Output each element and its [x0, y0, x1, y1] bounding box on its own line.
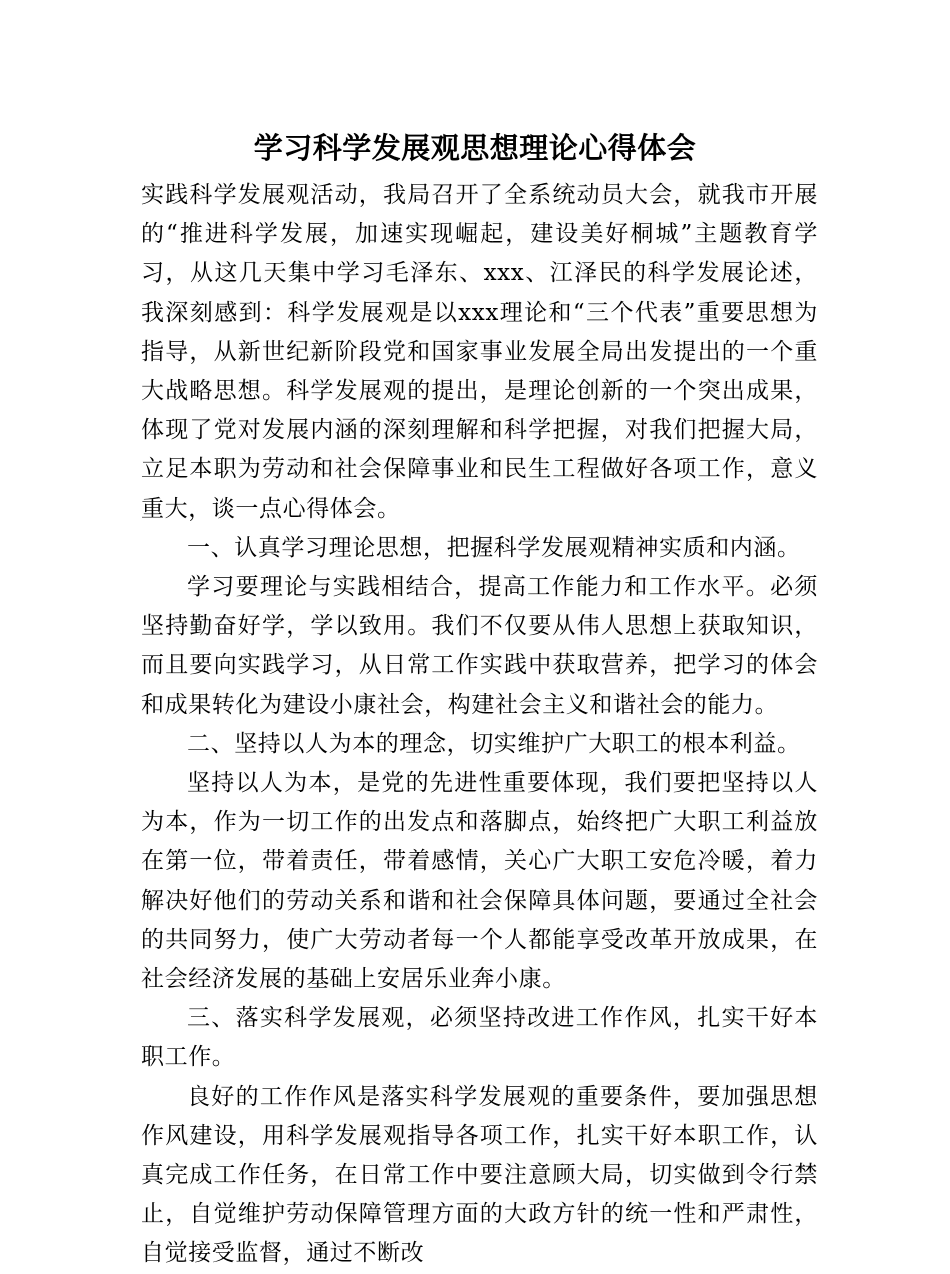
- paragraph: 学习要理论与实践相结合，提高工作能力和工作水平。必须坚持勤奋好学，学以致用。我们不仅要从伟人思想上获取知识，而且要向实践学习，从日常工作实践中获取营养，把学习的体会和成果转化为建设小康社会，构建社会主义和谐社会的能力。: [141, 574, 818, 718]
- section-heading: 二、坚持以人为本的理念，切实维护广大职工的根本利益。: [187, 730, 801, 757]
- section-heading: 三、落实科学发展观，必须坚持改进工作作风，扎实干好本职工作。: [141, 1005, 818, 1071]
- paragraph: 实践科学发展观活动，我局召开了全系统动员大会，就我市开展的“推进科学发展，加速实现崛起，建设美好桐城”主题教育学习，从这几天集中学习毛泽东、xxx、江泽民的科学发展论述，我深刻感到：科学发展观是以xxx理论和“三个代表”重要思想为指导，从新世纪新阶段党和国家事业发展全局出发提出的一个重大战略思想。科学发展观的提出，是理论创新的一个突出成果，体现了党对发展内涵的深刻理解和科学把握，对我们把握大局，立足本职为劳动和社会保障事业和民生工程做好各项工作，意义重大，谈一点心得体会。: [141, 182, 818, 522]
- section-heading: 一、认真学习理论思想，把握科学发展观精神实质和内涵。: [187, 534, 801, 561]
- paragraph: 坚持以人为本，是党的先进性重要体现，我们要把坚持以人为本，作为一切工作的出发点和落脚点，始终把广大职工利益放在第一位，带着责任，带着感情，关心广大职工安危冷暖，着力解决好他们的劳动关系和谐和社会保障具体问题，要通过全社会的共同努力，使广大劳动者每一个人都能享受改革开放成果，在社会经济发展的基础上安居乐业奔小康。: [141, 770, 818, 993]
- document-body: [141, 176, 818, 1274]
- paragraph: 良好的工作作风是落实科学发展观的重要条件，要加强思想作风建设，用科学发展观指导各项工作，扎实干好本职工作，认真完成工作任务，在日常工作中要注意顾大局，切实做到令行禁止，自觉维护劳动保障管理方面的大政方针的统一性和严肃性，自觉接受监督，通过不断改: [141, 1083, 818, 1267]
- document-title: 学习科学发展观思想理论心得体会: [253, 131, 697, 165]
